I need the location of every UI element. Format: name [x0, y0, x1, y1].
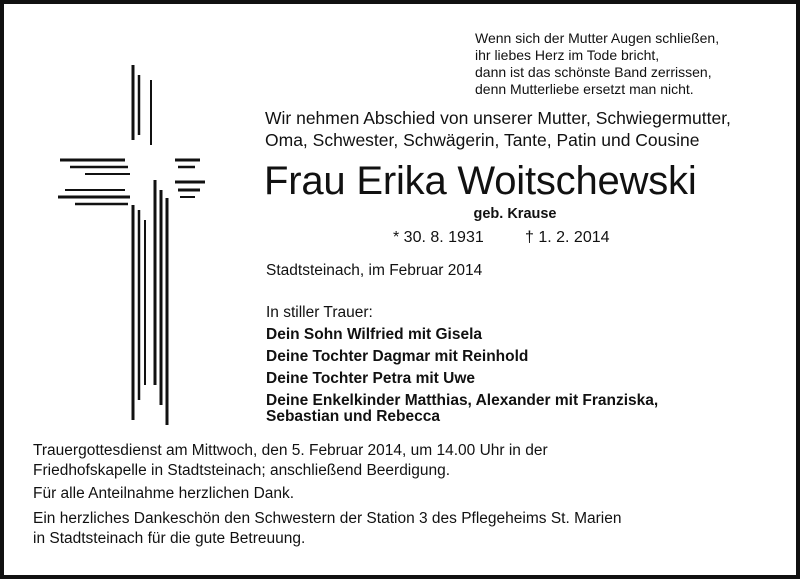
place-date: Stadtsteinach, im Februar 2014	[266, 262, 483, 279]
service-line: Friedhofskapelle in Stadtsteinach; anschließend Beerdigung.	[33, 462, 451, 479]
deceased-name: Frau Erika Woitschewski	[264, 159, 697, 203]
mourner-family: Deine Tochter Petra mit Uwe	[266, 370, 476, 387]
mourners-lead: In stiller Trauer:	[266, 304, 373, 321]
birth-date: * 30. 8. 1931	[393, 229, 484, 246]
poem-line: ihr liebes Herz im Tode bricht,	[475, 47, 660, 63]
poem	[475, 30, 775, 98]
poem-line: dann ist das schönste Band zerrissen,	[475, 64, 712, 80]
mourners-list	[266, 302, 658, 428]
death-date: † 1. 2. 2014	[525, 229, 610, 246]
mourner-family: Deine Tochter Dagmar mit Reinhold	[266, 348, 529, 365]
service-info	[33, 441, 548, 481]
farewell-intro	[265, 107, 731, 151]
final-line: Ein herzliches Dankeschön den Schwestern der Station 3 des Pflegeheims St. Marien	[33, 510, 622, 527]
thanks-note: Für alle Anteilnahme herzlichen Dank.	[33, 485, 295, 502]
intro-line: Oma, Schwester, Schwägerin, Tante, Patin und Cousine	[265, 130, 700, 150]
poem-line: Wenn sich der Mutter Augen schließen,	[475, 30, 720, 46]
mourner-family-continued: Sebastian und Rebecca	[266, 408, 441, 425]
final-thanks	[33, 509, 621, 549]
cross-icon	[50, 40, 210, 430]
final-line: in Stadtsteinach für die gute Betreuung.	[33, 530, 306, 547]
mourner-family: Dein Sohn Wilfried mit Gisela	[266, 326, 483, 343]
maiden-name: geb. Krause	[473, 206, 557, 222]
mourner-family: Deine Enkelkinder Matthias, Alexander mit Franziska,	[266, 392, 659, 409]
service-line: Trauergottesdienst am Mittwoch, den 5. Februar 2014, um 14.00 Uhr in der	[33, 442, 548, 459]
intro-line: Wir nehmen Abschied von unserer Mutter, Schwiegermutter,	[265, 108, 731, 128]
poem-line: denn Mutterliebe ersetzt man nicht.	[475, 81, 694, 97]
